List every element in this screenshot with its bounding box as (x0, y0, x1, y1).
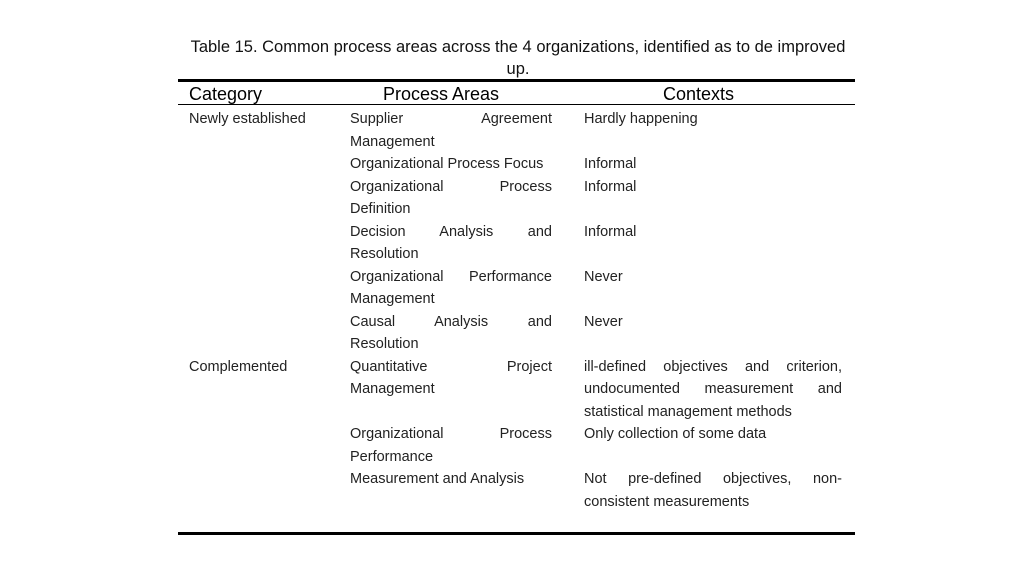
process-area-cell: Measurement and Analysis (350, 471, 525, 487)
category-cell: Newly established (189, 111, 306, 127)
category-cell (178, 266, 350, 311)
category-cell (178, 221, 350, 266)
context-cell: ill-defined objectives and criterion, undocumented measurement and statistical management methods (584, 358, 842, 420)
table-row (178, 356, 855, 424)
process-area-cell: Organizational Process Definition (350, 178, 552, 217)
top-rule (178, 79, 855, 82)
table-row (178, 423, 855, 468)
context-cell: Informal (584, 223, 637, 240)
header-category: Category (189, 84, 263, 104)
table-row (178, 468, 855, 513)
header-contexts: Contexts (663, 84, 735, 104)
context-cell: Informal (584, 156, 637, 172)
process-area-cell: Decision Analysis and Resolution (350, 223, 552, 262)
header-process-areas: Process Areas (383, 84, 500, 104)
context-cell: Never (584, 313, 623, 330)
category-cell (178, 153, 350, 176)
context-cell: Only collection of some data (584, 426, 767, 442)
table-row (178, 221, 855, 266)
context-cell: Never (584, 268, 623, 285)
process-area-cell: Organizational Performance Management (350, 268, 552, 307)
context-cell: Not pre-defined objectives, non-consistent measurements (584, 471, 842, 510)
process-area-cell: Organizational Process Performance (350, 426, 552, 465)
process-area-cell: Quantitative Project Management (350, 358, 552, 397)
table-body (178, 108, 855, 513)
context-cell: Informal (584, 178, 637, 195)
category-cell (178, 311, 350, 356)
bottom-rule (178, 532, 855, 535)
table-row (178, 311, 855, 356)
table-row (178, 266, 855, 311)
category-cell (178, 468, 350, 513)
process-area-cell: Supplier Agreement Management (350, 111, 552, 150)
table-row (178, 108, 855, 153)
table-row (178, 176, 855, 221)
table-row (178, 153, 855, 176)
process-area-cell: Causal Analysis and Resolution (350, 313, 552, 352)
category-cell (178, 176, 350, 221)
process-area-cell: Organizational Process Focus (350, 156, 544, 172)
table-caption: Table 15. Common process areas across the 4 organizations, identified as to de improved up. (190, 38, 846, 78)
category-cell: Complemented (189, 358, 288, 375)
context-cell: Hardly happening (584, 111, 698, 127)
category-cell (178, 423, 350, 468)
header-rule (178, 104, 855, 105)
